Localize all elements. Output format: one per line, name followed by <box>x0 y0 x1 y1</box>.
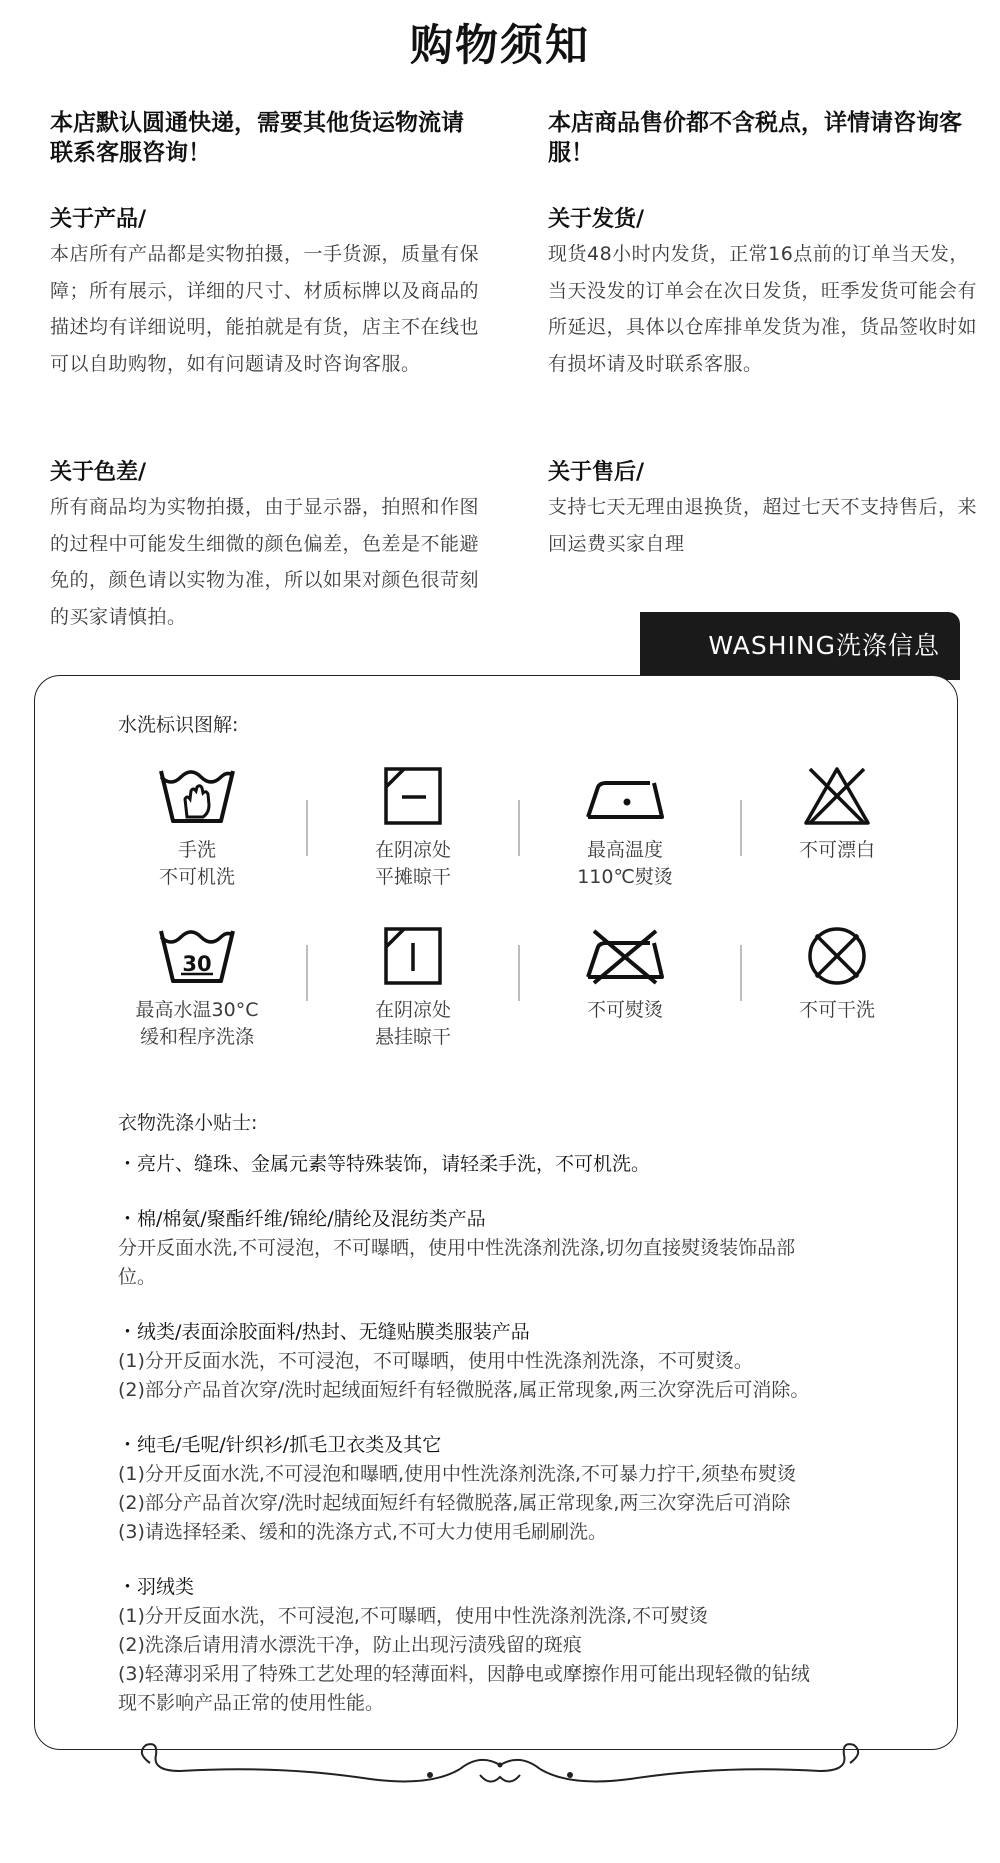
care-symbol-iron-max-temp <box>525 765 725 891</box>
tip-heading: ・羽绒类 <box>118 1576 195 1598</box>
page-title: 购物须知 <box>410 21 590 71</box>
tip-line: 现不影响产品正常的使用性能。 <box>118 1692 385 1714</box>
no-iron-icon <box>584 925 666 987</box>
shipping-heading: 关于发货/ <box>548 207 645 232</box>
tips-label: 衣物洗涤小贴士: <box>118 1112 258 1134</box>
tip-line: (1)分开反面水洗，不可浸泡,不可曝晒，使用中性洗涤剂洗涤,不可熨烫 <box>118 1605 708 1627</box>
aftersale-heading: 关于售后/ <box>548 460 645 485</box>
tip-line: (3)轻薄羽采用了特殊工艺处理的轻薄面料，因静电或摩擦作用可能出现轻微的钻绒 <box>118 1663 810 1685</box>
tip-heading: ・绒类/表面涂胶面料/热封、无缝贴膜类服装产品 <box>118 1321 530 1343</box>
tip-line: (3)请选择轻柔、缓和的洗涤方式,不可大力使用毛刷刷洗。 <box>118 1521 607 1543</box>
care-symbol-line-dry-shade <box>313 925 513 1051</box>
aftersale-body: 支持七天无理由退换货，超过七天不支持售后，来回运费买家自理 <box>548 496 978 555</box>
care-text-line: 110℃熨烫 <box>577 866 673 888</box>
tip-line: 分开反面水洗,不可浸泡，不可曝晒，使用中性洗涤剂洗涤,切勿直接熨烫装饰品部 <box>118 1237 796 1259</box>
care-text-line: 缓和程序洗涤 <box>139 1026 254 1048</box>
tip-group-velvet <box>118 1318 918 1405</box>
decorative-flourish-icon <box>130 1735 870 1795</box>
care-text-line: 在阴凉处 <box>374 999 451 1021</box>
tip-heading: ・纯毛/毛呢/针织衫/抓毛卫衣类及其它 <box>118 1434 442 1456</box>
tax-notice: 本店商品售价都不含税点，详情请咨询客服！ <box>548 110 962 166</box>
washing-tab-label: WASHING洗涤信息 <box>708 631 940 660</box>
washing-tips <box>118 1150 918 1744</box>
care-text-line: 最高水温30°C <box>135 999 259 1021</box>
care-symbol-no-bleach <box>737 765 937 864</box>
care-text-line: 不可熨烫 <box>586 999 663 1021</box>
tip-group-cotton <box>118 1205 918 1292</box>
no-dry-clean-icon <box>804 925 870 987</box>
care-text-line: 不可漂白 <box>798 839 875 861</box>
care-text-line: 手洗 <box>177 839 216 861</box>
shipping-body: 现货48小时内发货，正常16点前的订单当天发，当天没发的订单会在次日发货，旺季发货可能会有所延迟，具体以仓库排单发货为准，货品签收时如有损坏请及时联系客服。 <box>548 243 978 375</box>
tip-group-wool <box>118 1431 918 1547</box>
symbols-label: 水洗标识图解: <box>118 714 239 736</box>
care-text-line: 悬挂晾干 <box>374 1026 451 1048</box>
washing-tab <box>640 612 960 680</box>
color-body: 所有商品均为实物拍摄，由于显示器，拍照和作图的过程中可能发生细微的颜色偏差，色差是不能避免的，颜色请以实物为准，所以如果对颜色很苛刻的买家请慎拍。 <box>50 496 480 628</box>
tip-line: (2)部分产品首次穿/洗时起绒面短纤有轻微脱落,属正常现象,两三次穿洗后可消除 <box>118 1492 791 1514</box>
care-text-line: 在阴凉处 <box>374 839 451 861</box>
divider <box>518 945 520 1001</box>
wash-30-icon <box>157 925 237 987</box>
tip-heading: ・棉/棉氨/聚酯纤维/锦纶/腈纶及混纺类产品 <box>118 1208 486 1230</box>
tip-group-down <box>118 1573 918 1718</box>
care-text-line: 不可干洗 <box>798 999 875 1021</box>
color-heading: 关于色差/ <box>50 460 147 485</box>
shipping-notice: 本店默认圆通快递，需要其他货运物流请联系客服咨询！ <box>50 110 464 166</box>
product-body: 本店所有产品都是实物拍摄，一手货源，质量有保障；所有展示，详细的尺寸、材质标牌以及商品的描述均有详细说明，能拍就是有货，店主不在线也可以自助购物，如有问题请及时咨询客服。 <box>50 243 480 375</box>
tip-line: 位。 <box>118 1266 157 1288</box>
care-text-line: 最高温度 <box>586 839 663 861</box>
care-symbol-hand-wash <box>97 765 297 891</box>
iron-max-temp-icon <box>584 765 666 827</box>
tip-line: (2)洗涤后请用清水漂洗干净，防止出现污渍残留的斑痕 <box>118 1634 582 1656</box>
care-symbol-no-dry-clean <box>737 925 937 1024</box>
tip-heading: ・亮片、缝珠、金属元素等特殊装饰，请轻柔手洗，不可机洗。 <box>118 1153 651 1175</box>
divider <box>518 800 520 856</box>
care-symbol-dry-flat-shade <box>313 765 513 891</box>
hand-wash-icon <box>157 765 237 827</box>
tip-line: (1)分开反面水洗,不可浸泡和曝晒,使用中性洗涤剂洗涤,不可暴力拧干,须垫布熨烫 <box>118 1463 797 1485</box>
dry-flat-shade-icon <box>382 765 444 827</box>
wash-temperature-text: 30 <box>182 952 212 976</box>
care-symbol-wash-30 <box>97 925 297 1051</box>
line-dry-shade-icon <box>382 925 444 987</box>
tip-line: (2)部分产品首次穿/洗时起绒面短纤有轻微脱落,属正常现象,两三次穿洗后可消除。 <box>118 1379 810 1401</box>
tip-line: (1)分开反面水洗，不可浸泡，不可曝晒，使用中性洗涤剂洗涤，不可熨烫。 <box>118 1350 753 1372</box>
care-text-line: 平摊晾干 <box>374 866 451 888</box>
tip-group-decorations <box>118 1150 918 1179</box>
divider <box>306 945 308 1001</box>
care-text-line: 不可机洗 <box>158 866 235 888</box>
divider <box>306 800 308 856</box>
no-bleach-icon <box>802 765 872 827</box>
product-heading: 关于产品/ <box>50 207 147 232</box>
care-symbol-no-iron <box>525 925 725 1024</box>
